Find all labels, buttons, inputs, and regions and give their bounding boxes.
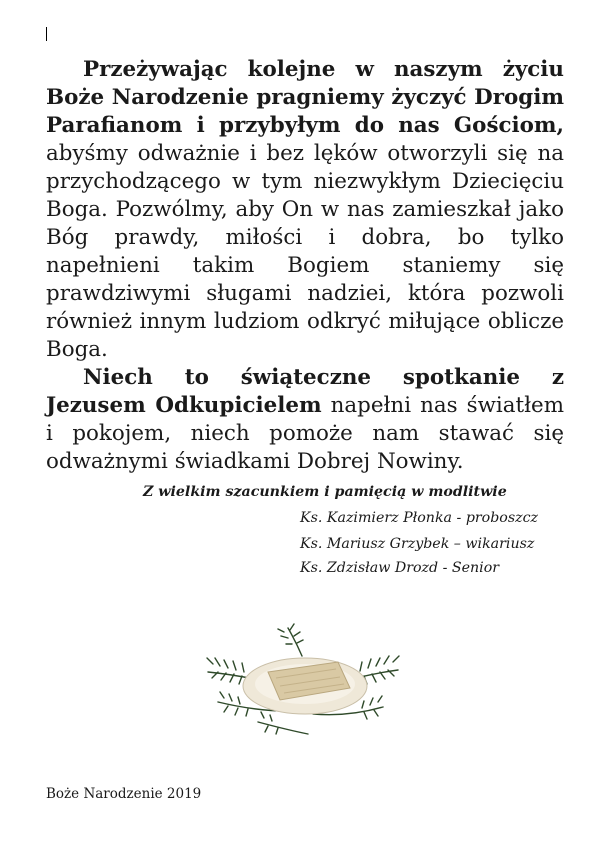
greeting-paragraph-2-bold: Niech to świąteczne spotkanie z Jezusem Odkupicielem [46, 365, 564, 418]
signature-title: Z wielkim szacunkiem i pamięcią w modlitwie [143, 484, 507, 500]
footer-text: Boże Narodzenie 2019 [46, 786, 202, 802]
greeting-paragraph-1-bold: Przeżywając kolejne w naszym życiu Boże Narodzenie pragniemy życzyć Drogim Parafianom i przybyłym do nas Gościom, [46, 57, 564, 138]
greeting-paragraph-1-text: abyśmy odważnie i bez lęków otworzyli się na przychodzącego w tym niezwykłym Dziecięciu Boga. Pozwólmy, aby On w nas zamieszkał jako Bóg prawdy, miłości i dobra, bo tylko napełnieni takim Bogiem staniemy się prawdziwymi sługami nadziei, która pozwoli również innym ludziom odkryć miłujące oblicze Boga. [46, 141, 564, 362]
greeting-paragraph-2-text: napełni nas światłem i pokojem, niech pomoże nam stawać się odważnymi świadkami Dobrej Nowiny. [46, 393, 564, 474]
christmas-plate-with-fir-branches-icon [198, 622, 408, 752]
greeting-paragraph-2 [46, 364, 564, 476]
greeting-body [46, 56, 564, 476]
text-cursor [46, 27, 47, 41]
signature-line-3: Ks. Zdzisław Drozd - Senior [300, 560, 500, 576]
signature-line-1: Ks. Kazimierz Płonka - proboszcz [300, 510, 539, 526]
signature-line-2: Ks. Mariusz Grzybek – wikariusz [300, 536, 535, 552]
greeting-paragraph-1 [46, 56, 564, 364]
